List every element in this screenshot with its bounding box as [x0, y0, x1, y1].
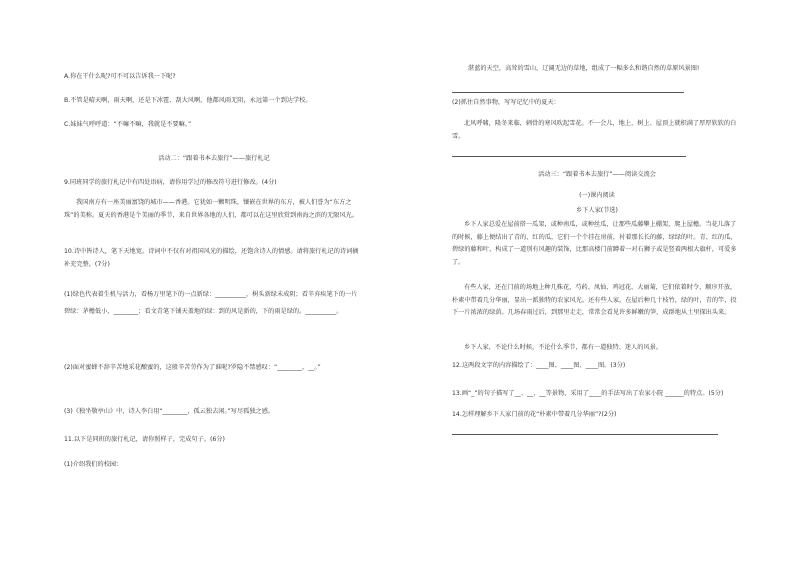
question-10-part-1: (1)绿色代表着生机与活力，看杨万里笔下的一点新绿：__________，树头新绿未成阴；看辛弃疾笔下的一片碧绿：茅檐低小，________；看文青笔下铺天盖地的绿：到的风是新的，下的雨是绿的。__________。 — [64, 291, 358, 315]
question-11: 11.以下是同班的旅行札记，请你照样子，完成句子。(6分) — [64, 436, 225, 443]
section-heading: (一)课内阅读 — [579, 192, 615, 199]
question-2: (2)抓住自然事物，写写记忆中的夏天： — [452, 99, 560, 106]
answer-line — [452, 92, 684, 93]
option-a: A.你在干什么呢?可不可以告诉我一下呢? — [64, 73, 176, 80]
passage-title: 乡下人家(节选) — [576, 207, 618, 214]
passage-paragraph-3: 乡下人家，不论什么时候，不论什么季节，都有一道独特、迷人的风景。 — [464, 344, 662, 351]
activity-three-heading: 活动三：“跟着书本去旅行”——阅读交流会 — [538, 171, 656, 178]
question-13: 13.画“_”的句子描写了__、__、__等景物，采用了____的手法写出了农家小院 ______的特点。(5分) — [452, 390, 724, 397]
question-10: 10.诗中皆诗人，笔下天地宽。诗词中不仅有对祖国风光的描绘，还饱含诗人的情感。请将旅行札记的诗词摘补充完整。(7分) — [64, 248, 359, 268]
option-c: C.妹妹气呼呼道：“不嘛不嘛，我就是不要嘛。” — [64, 121, 192, 128]
activity-two-heading: 活动二：“跟着书本去旅行”——旅行札记 — [158, 155, 270, 162]
answer-line — [452, 156, 686, 157]
passage-paragraph-1: 乡下人家总爱在屋前搭一瓜架，或种南瓜，或种丝瓜，让那些瓜藤攀上棚架，爬上屋檐。当花儿落了的时候，藤上便结出了青的、红的瓜，它们一个个挂在房前，衬着那长长的藤，绿绿的叶。青、红的瓜，碧绿的藤和叶，构成了一道别有风趣的装饰，比那高楼门前蹲着一对石狮子或是竖着两根大旗杆，可爱多了。 — [452, 221, 737, 266]
question-9: 9.同班同学的旅行札记中有四处语病，请你用学过的修改符号进行修改。(4分) — [64, 179, 277, 186]
question-9-passage: 我国南方有一座美丽富饶的城市——香港。它犹如一颗明珠，镶嵌在世界的东方，被人们誉为“东方之珠”的美称。夏天的香港是个美丽的季节，来自世界各地的人们，都可以在这里欣赏到南海之滨的无限风光。 — [64, 199, 359, 219]
option-b: B.不管是晴天啊，雨天啊，还是下冰雹、刮大风啊，他都风雨无阻，永远第一个到达学校。 — [64, 97, 312, 104]
top-continuation-text: 湛蓝的天空，高耸的雪山，辽阔无边的草地，组成了一幅多么和谐自然的草原风景图! — [468, 65, 700, 72]
answer-line — [452, 434, 718, 435]
passage-paragraph-2: 有些人家，还在门前的场地上种几株花，芍药、凤仙、鸡冠花、大丽菊，它们依着时令，顺序开放，朴素中带着几分华丽，显出一派独特的农家风光。还有些人家，在屋后种几十枝竹，绿的叶，青的竿，投下一片浓浓的绿荫。几场春雨过后，到那里走走，常常会看见许多鲜嫩的笋，成群地从土里探出头来。 — [452, 284, 737, 316]
question-14: 14.怎样理解乡下人家门前的花“朴素中带着几分华丽”?(2分) — [452, 411, 617, 418]
question-12: 12.这两段文字的内容描绘了：____图、____图、____图。(3分) — [452, 362, 626, 369]
question-11-part-1: (1)介绍我们的校园： — [64, 461, 123, 468]
question-10-part-2: (2)面对蜜蜂不辞辛苦地采花酿蜜的，这般辛苦劳作为了谁呢?罗隐不禁感叹：“________，__。” — [64, 364, 321, 371]
question-10-part-3: (3)《独坐敬亭山》中，诗人李白用“________，孤云独去闲。”写尽孤独之感。 — [64, 408, 275, 415]
question-2-example: 北风呼啸，隆冬来临，刺骨的寒风吹起雪花。不一会儿，地上、树上、屋顶上就积满了厚厚软软的白雪。 — [452, 120, 737, 140]
